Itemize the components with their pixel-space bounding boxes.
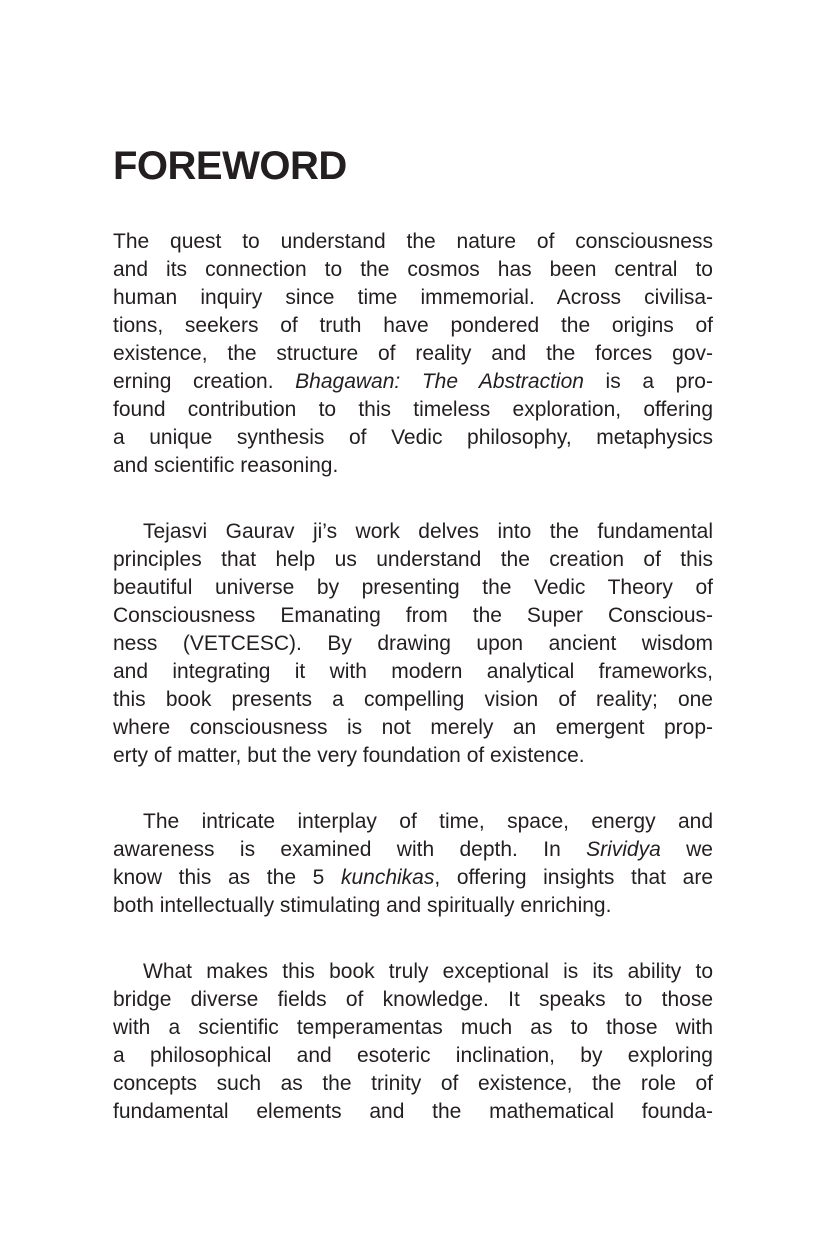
text-line: know this as the 5 kunchikas, offering insights that are xyxy=(113,866,714,889)
text-line: human inquiry since time immemorial. Across civilisa- xyxy=(113,286,713,309)
paragraph xyxy=(113,228,713,480)
text-line: and its connection to the cosmos has been central to xyxy=(113,258,713,281)
text-line: where consciousness is not merely an emergent prop- xyxy=(113,716,713,739)
text-line: The quest to understand the nature of consciousness xyxy=(113,230,713,253)
text-line: a unique synthesis of Vedic philosophy, metaphysics xyxy=(113,426,713,449)
text-line: this book presents a compelling vision of reality; one xyxy=(113,688,713,711)
text-line: and scientific reasoning. xyxy=(113,454,339,477)
paragraph xyxy=(113,958,713,1126)
text-line: both intellectually stimulating and spiritually enriching. xyxy=(113,894,612,917)
text-line: Tejasvi Gaurav ji’s work delves into the fundamental xyxy=(143,520,713,543)
text-line: a philosophical and esoteric inclination, by exploring xyxy=(113,1044,713,1067)
text-line: and integrating it with modern analytical frameworks, xyxy=(113,660,713,683)
text-line: concepts such as the trinity of existence, the role of xyxy=(113,1072,713,1095)
text-line: found contribution to this timeless exploration, offering xyxy=(113,398,713,421)
paragraph xyxy=(113,518,713,770)
text-line: awareness is examined with depth. In Srividya we xyxy=(113,838,713,861)
text-line: What makes this book truly exceptional is its ability to xyxy=(143,960,713,983)
paragraphs xyxy=(113,228,713,1126)
text-line: The intricate interplay of time, space, energy and xyxy=(143,810,713,833)
text-line: principles that help us understand the creation of this xyxy=(113,548,713,571)
text-line: erning creation. Bhagawan: The Abstraction is a pro- xyxy=(113,370,713,393)
text-line: beautiful universe by presenting the Vedic Theory of xyxy=(113,576,713,599)
page-title: FOREWORD xyxy=(113,144,347,188)
text-line: with a scientific temperamentas much as to those with xyxy=(113,1016,713,1039)
foreword-content xyxy=(113,146,713,1126)
text-line: bridge diverse fields of knowledge. It speaks to those xyxy=(113,988,713,1011)
text-line: tions, seekers of truth have pondered the origins of xyxy=(113,314,713,337)
text-line: erty of matter, but the very foundation of existence. xyxy=(113,744,585,767)
text-line: Consciousness Emanating from the Super Conscious- xyxy=(113,604,713,627)
paragraph xyxy=(113,808,713,920)
text-line: ness (VETCESC). By drawing upon ancient wisdom xyxy=(113,632,713,655)
text-line: fundamental elements and the mathematical founda- xyxy=(113,1100,713,1123)
text-line: existence, the structure of reality and the forces gov- xyxy=(113,342,713,365)
